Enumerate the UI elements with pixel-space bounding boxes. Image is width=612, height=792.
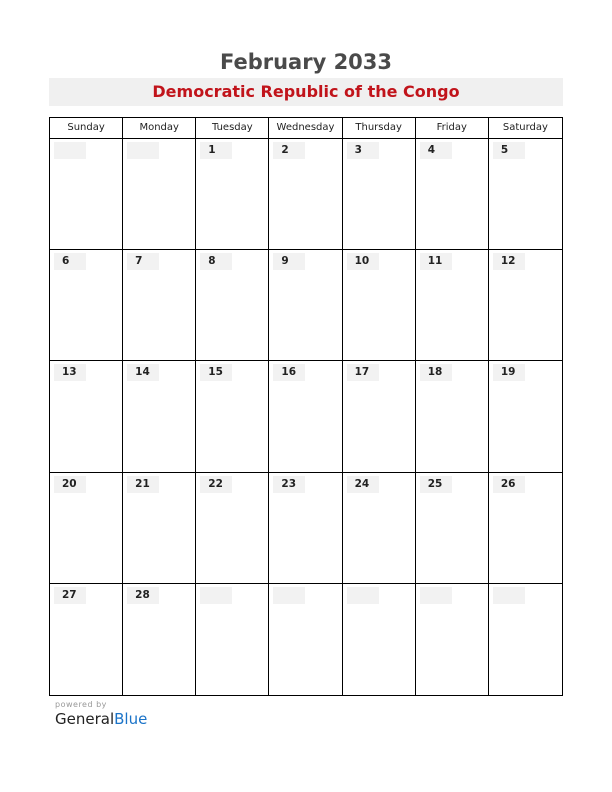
day-number: 8 — [200, 253, 232, 270]
day-number — [420, 587, 452, 604]
empty-day-cell[interactable] — [196, 584, 269, 695]
day-cell-12[interactable] — [489, 250, 562, 361]
day-cell-19[interactable] — [489, 361, 562, 472]
day-number: 14 — [127, 364, 159, 381]
day-number: 3 — [347, 142, 379, 159]
day-cell-17[interactable] — [343, 361, 416, 472]
brand-general-text: General — [55, 710, 115, 728]
empty-day-cell[interactable] — [416, 584, 489, 695]
weekday-header-wednesday: Wednesday — [269, 118, 342, 139]
day-cell-28[interactable] — [123, 584, 196, 695]
day-number: 25 — [420, 476, 452, 493]
day-number — [127, 142, 159, 159]
weekday-header-monday: Monday — [123, 118, 196, 139]
day-cell-25[interactable] — [416, 473, 489, 584]
brand-logo[interactable] — [55, 710, 147, 728]
weekday-header-sunday: Sunday — [50, 118, 123, 139]
day-cell-24[interactable] — [343, 473, 416, 584]
day-number: 13 — [54, 364, 86, 381]
day-number: 16 — [273, 364, 305, 381]
day-cell-6[interactable] — [50, 250, 123, 361]
day-number — [347, 587, 379, 604]
powered-by-label: powered by — [55, 700, 107, 709]
day-number: 23 — [273, 476, 305, 493]
weekday-header-friday: Friday — [416, 118, 489, 139]
day-number: 21 — [127, 476, 159, 493]
day-cell-16[interactable] — [269, 361, 342, 472]
day-cell-4[interactable] — [416, 139, 489, 250]
day-number: 1 — [200, 142, 232, 159]
day-cell-9[interactable] — [269, 250, 342, 361]
day-cell-18[interactable] — [416, 361, 489, 472]
day-number: 26 — [493, 476, 525, 493]
day-number: 19 — [493, 364, 525, 381]
day-cell-21[interactable] — [123, 473, 196, 584]
day-cell-23[interactable] — [269, 473, 342, 584]
day-cell-7[interactable] — [123, 250, 196, 361]
day-number — [273, 587, 305, 604]
day-number: 12 — [493, 253, 525, 270]
day-number — [54, 142, 86, 159]
day-number — [200, 587, 232, 604]
day-cell-1[interactable] — [196, 139, 269, 250]
day-cell-13[interactable] — [50, 361, 123, 472]
calendar-title: February 2033 — [219, 50, 393, 74]
empty-day-cell[interactable] — [343, 584, 416, 695]
empty-day-cell[interactable] — [269, 584, 342, 695]
day-cell-20[interactable] — [50, 473, 123, 584]
day-number: 11 — [420, 253, 452, 270]
day-number: 22 — [200, 476, 232, 493]
day-cell-27[interactable] — [50, 584, 123, 695]
empty-day-cell[interactable] — [489, 584, 562, 695]
day-number: 6 — [54, 253, 86, 270]
day-number: 18 — [420, 364, 452, 381]
country-banner — [49, 78, 563, 106]
calendar-grid — [49, 117, 563, 696]
day-cell-11[interactable] — [416, 250, 489, 361]
brand-blue-text: Blue — [114, 710, 148, 728]
weekday-header-saturday: Saturday — [489, 118, 562, 139]
day-number: 15 — [200, 364, 232, 381]
day-cell-8[interactable] — [196, 250, 269, 361]
day-cell-5[interactable] — [489, 139, 562, 250]
day-cell-3[interactable] — [343, 139, 416, 250]
footer — [55, 700, 147, 728]
weekday-header-tuesday: Tuesday — [196, 118, 269, 139]
day-cell-10[interactable] — [343, 250, 416, 361]
day-number: 9 — [273, 253, 305, 270]
day-number: 20 — [54, 476, 86, 493]
day-number: 10 — [347, 253, 379, 270]
day-number: 4 — [420, 142, 452, 159]
day-number: 2 — [273, 142, 305, 159]
day-number: 5 — [493, 142, 525, 159]
day-cell-14[interactable] — [123, 361, 196, 472]
day-cell-15[interactable] — [196, 361, 269, 472]
weekday-header-thursday: Thursday — [343, 118, 416, 139]
day-cell-22[interactable] — [196, 473, 269, 584]
empty-day-cell[interactable] — [123, 139, 196, 250]
day-number: 28 — [127, 587, 159, 604]
day-number — [493, 587, 525, 604]
day-number: 17 — [347, 364, 379, 381]
day-number: 24 — [347, 476, 379, 493]
country-name: Democratic Republic of the Congo — [152, 82, 460, 101]
empty-day-cell[interactable] — [50, 139, 123, 250]
day-number: 7 — [127, 253, 159, 270]
day-cell-2[interactable] — [269, 139, 342, 250]
day-number: 27 — [54, 587, 86, 604]
day-cell-26[interactable] — [489, 473, 562, 584]
